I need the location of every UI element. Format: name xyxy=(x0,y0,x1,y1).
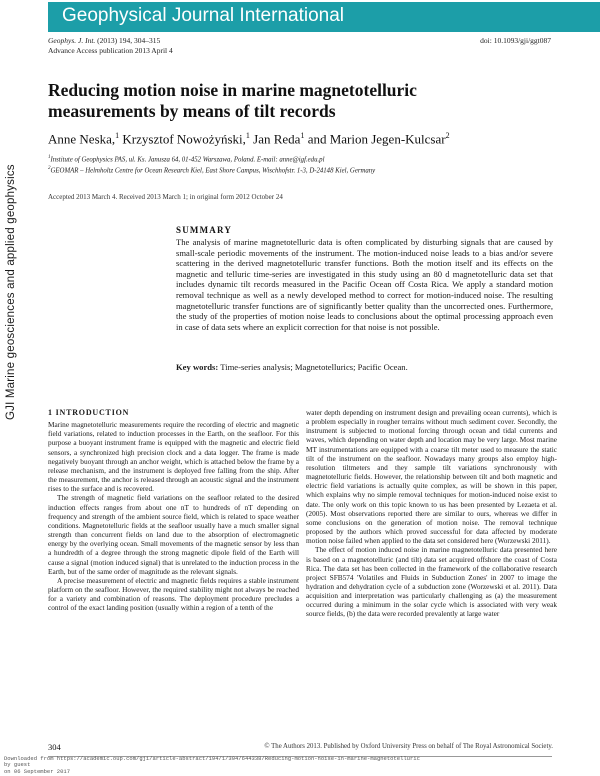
affil-number: 2 xyxy=(48,166,51,172)
author-name: Krzysztof Nowożyński, xyxy=(119,131,246,147)
author-affil-ref: 1 xyxy=(115,131,120,140)
keywords-label: Key words: xyxy=(176,362,219,372)
paragraph: The strength of magnetic field variations on the seafloor related to the desired induction effects ranges from about one nT to hundreds of nT depending on frequency and strength of the ambient source field, which is related to space weather conditions. Magnetotelluric fields at the seafloor usually have a much smaller signal strength than concurrent fields on land due to the absorption of electromagnetic energy by the overlying ocean. Small movements of the magnetic sensor by less than a hundredth of a degree through the strong magnetic dipole field of the Earth will cause a signal (motion induced signal) that is unrelated to the induction process in the Earth, but of the same order of magnitude as the relevant signals. xyxy=(48,493,299,576)
paper-title: Reducing motion noise in marine magnetotelluric measurements by means of tilt records xyxy=(48,80,417,121)
author-name: Anne Neska, xyxy=(48,131,116,147)
copyright-notice: © The Authors 2013. Published by Oxford University Press on behalf of The Royal Astronomical Society. xyxy=(264,743,553,750)
page-number: 304 xyxy=(48,742,61,752)
author-name: and Marion Jegen-Kulcsar xyxy=(304,131,446,147)
journal-banner xyxy=(48,2,600,32)
doi-link[interactable]: doi: 10.1093/gji/ggt087 xyxy=(480,36,551,45)
download-stamp: Downloaded from https://academic.oup.com/gji/article-abstract/194/1/304/644338/Reducing-motion-noise-in-marine-magnetotelluric by guest on 06 September 2017 xyxy=(4,755,420,775)
summary-heading: SUMMARY xyxy=(176,225,233,235)
paragraph: The effect of motion induced noise in marine magnetotelluric data presented here is based on a magnetotelluric (and tilt) data set acquired offshore the coast of Costa Rica. The data set has been collected in the framework of the collaborative research project SFB574 'Volatiles and Fluids in Subduction Zones' in 2007 to image the hydration and dehydration cycle of a subduction zone (Worzewski et al. 2011). Data acquisition and interpretation was particularly challenging as (a) the measurement occurred during a minimum in the solar cycle which is associated with very weak source fields, (b) the data were recorded prevalently at large water xyxy=(306,545,557,619)
keywords xyxy=(176,362,553,372)
affiliations xyxy=(48,153,568,176)
author-list xyxy=(48,131,568,147)
paragraph: water depth depending on instrument design and prevailing ocean currents), which is a problem especially in rougher terrains without much sediment cover. Secondly, the instrument is subjected to motional forcing through ocean and tidal currents and waves, which depending on water depth and location may be very large. Most marine MT instrumentations are equipped with a coarse tilt meter used to measure the static tilt of the instrument on the seafloor. Nowadays many groups also employ high-resolution tiltmeters and they sample tilt variations synchronously with magnetotelluric fields. However, the relationship between tilt and both magnetic and electric field variations is actually quite complex, as will be shown in this paper, which explains why no simple removal techniques for motion-induced noise exist to date. The only work on this topic known to us has been presented by Lezaeta et al. (2005). Most observations reported there are similar to ours, whereas we differ in some conclusions on the generation of motion noise. The removal technique proposed by the authors which proved successful for data affected by moderate motion noise failed when applied to the data set considered here (Worzewski 2011). xyxy=(306,408,557,546)
section-side-label: GJI Marine geosciences and applied geophysics xyxy=(5,164,17,420)
journal-name: Geophysical Journal International xyxy=(62,5,345,26)
author-affil-ref: 1 xyxy=(300,131,305,140)
advance-access: Advance Access publication 2013 April 4 xyxy=(48,46,173,55)
citation-volume: (2013) 194, 304–315 xyxy=(95,36,161,45)
keywords-list: Time-series analysis; Magnetotellurics; Pacific Ocean. xyxy=(218,362,408,372)
left-column xyxy=(48,408,299,612)
paragraph: A precise measurement of electric and magnetic fields requires a stable instrument platform on the seafloor. However, the required stability might not always be reached for a variety and combination of reasons. The deployment procedure precludes a control of the exact landing position (usually within a region of a tenth of the xyxy=(48,575,299,613)
affiliation-2: GEOMAR – Helmholtz Centre for Ocean Research Kiel, East Shore Campus, Wischhofstr. 1-3, D-24148 Kiel, Germany xyxy=(50,167,376,175)
citation-block xyxy=(48,36,173,56)
summary-text: The analysis of marine magnetotelluric data is often complicated by disturbing signals that are caused by small-scale periodic movements of the instrument. The motion-induced noise leads to a bias and/or severe scattering in the derived magnetotelluric transfer functions. Both the motion itself and its effects on the magnetic and telluric time-series are investigated in this study using an 80 d magnetotelluric data set that includes dynamic tilt records measured in the Pacific Ocean off Costa Rica. We apply a standard motion removal technique as well as a newly developed method to correct for motion-induced noise. The resulting magnetotelluric transfer functions are of significantly better quality than the uncorrected ones. Furthermore, the study of the properties of motion noise leads to conclusions about the optimal processing approach even in case of data sets where an explicit correction for that noise is not possible. xyxy=(176,237,553,332)
intro-heading: 1 INTRODUCTION xyxy=(48,408,130,417)
affil-number: 1 xyxy=(48,155,51,160)
author-affil-ref: 1 xyxy=(245,131,250,140)
right-column xyxy=(306,408,557,619)
author-name: Jan Reda xyxy=(249,131,301,147)
affiliation-1: Institute of Geophysics PAS, ul. Ks. Janusza 64, 01-452 Warszawa, Poland. E-mail: anne@igf.edu.pl xyxy=(50,156,325,164)
citation-journal: Geophys. J. Int. xyxy=(48,36,96,45)
received-dates: Accepted 2013 March 4. Received 2013 March 1; in original form 2012 October 24 xyxy=(48,193,283,201)
author-affil-ref: 2 xyxy=(445,131,450,140)
paragraph: Marine magnetotelluric measurements require the recording of electric and magnetic field variations, related to induction processes in the Earth, on the seafloor. For this purpose a buoyant instrument frame is equipped with the magnetic and electric field sensors, a synchronized high precision clock and a data logger. The frame is made negatively buoyant through an anchor weight, which is attached below the frame by a release mechanism, and the instrument is deployed free falling from the ship. After the measurement, the anchor is released through an acoustic signal and the instrument rises to the surface and is recovered. xyxy=(48,420,299,494)
